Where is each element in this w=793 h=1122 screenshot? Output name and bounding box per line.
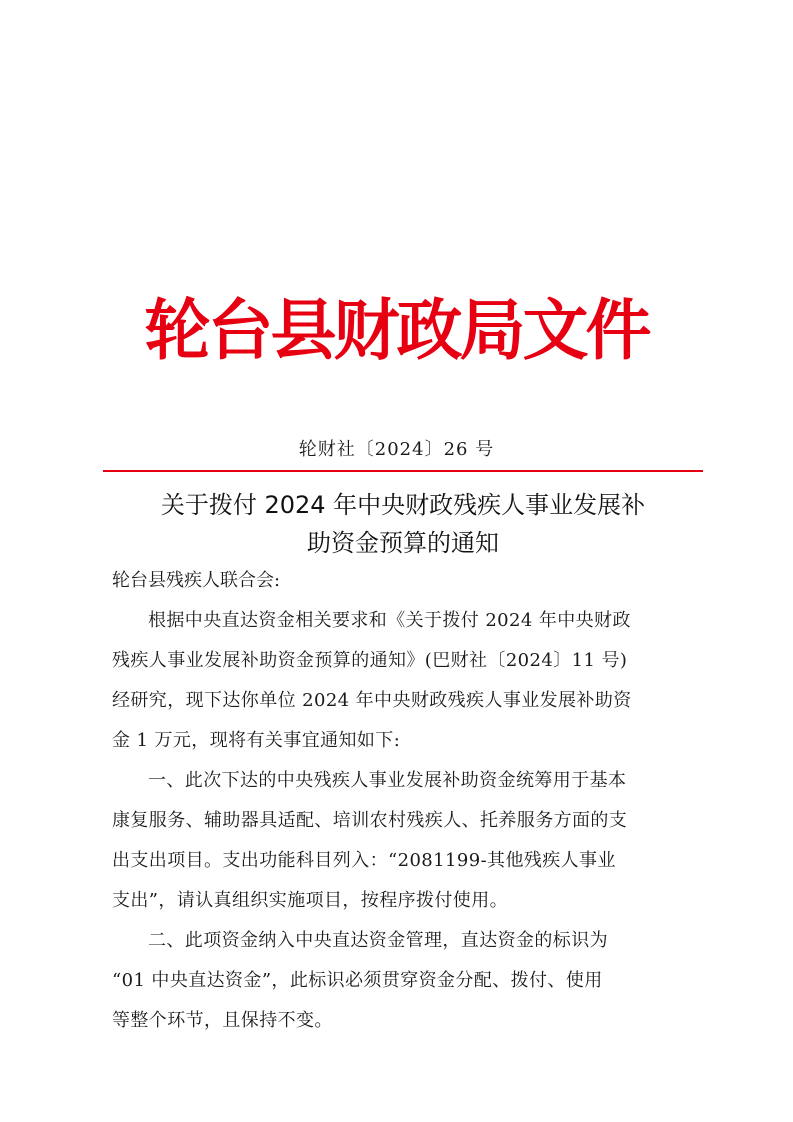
paragraph-3-line-1: 二、此项资金纳入中央直达资金管理，直达资金的标识为 <box>148 930 608 951</box>
red-divider-line <box>103 470 703 472</box>
paragraph-1-line-4: 金 1 万元，现将有关事宜通知如下: <box>112 730 401 751</box>
paragraph-1-line-2: 残疾人事业发展补助资金预算的通知》(巴财社〔2024〕11 号) <box>112 650 628 671</box>
paragraph-2-line-1: 一、此次下达的中央残疾人事业发展补助资金统筹用于基本 <box>148 770 627 791</box>
addressee: 轮台县残疾人联合会: <box>112 570 281 591</box>
paragraph-2-line-4: 支出”，请认真组织实施项目，按程序拨付使用。 <box>112 890 508 911</box>
issuer-red-header: 轮台县财政局文件 <box>144 291 649 369</box>
paragraph-2-line-3: 出支出项目。支出功能科目列入：“2081199-其他残疾人事业 <box>112 850 616 871</box>
notice-title-line-2: 助资金预算的通知 <box>307 529 499 557</box>
document-number: 轮财社〔2024〕26 号 <box>298 439 495 460</box>
notice-title <box>103 486 703 562</box>
paragraph-1-line-3: 经研究，现下达你单位 2024 年中央财政残疾人事业发展补助资 <box>112 690 632 711</box>
paragraph-2-line-2: 康复服务、辅助器具适配、培训农村残疾人、托养服务方面的支 <box>112 810 628 831</box>
paragraph-1-line-1: 根据中央直达资金相关要求和《关于拨付 2024 年中央财政 <box>148 610 631 631</box>
notice-title-line-1: 关于拨付 2024 年中央财政残疾人事业发展补 <box>160 491 646 519</box>
paragraph-3-line-2: “01 中央直达资金”，此标识必须贯穿资金分配、拨付、使用 <box>112 970 603 991</box>
paragraph-3-line-3: 等整个环节，且保持不变。 <box>112 1010 333 1031</box>
